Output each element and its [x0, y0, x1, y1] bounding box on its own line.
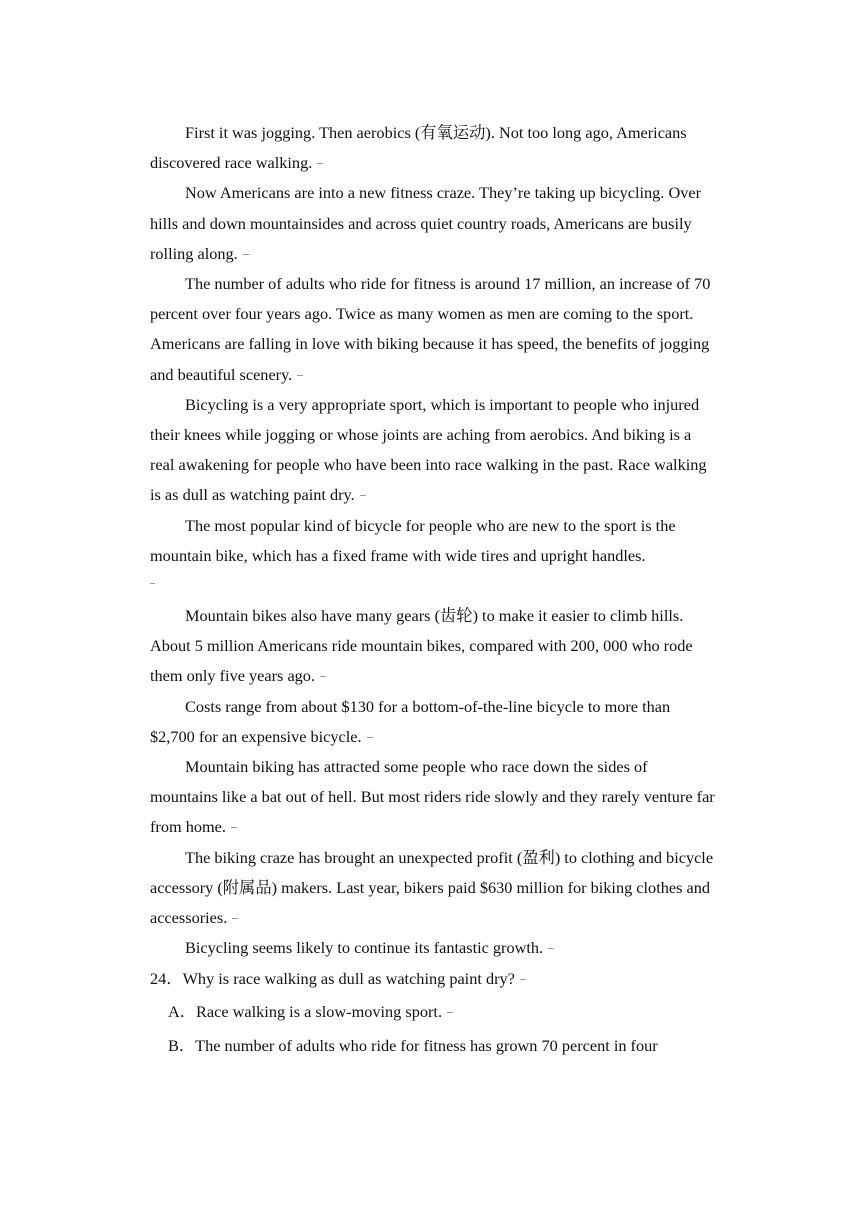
paragraph-8 [150, 752, 715, 843]
paragraph-7 [150, 692, 715, 752]
option-b-text: B．The number of adults who ride for fitness has grown 70 percent in four [168, 1036, 658, 1056]
paragraph-1-text: First it was jogging. Then aerobics (有氧运动). Not too long ago, Americans discovered race walking. [150, 123, 687, 173]
passage [150, 118, 715, 1063]
paragraph-6 [150, 601, 715, 692]
paragraph-mark [360, 495, 366, 496]
paragraph-10 [150, 933, 715, 963]
question-24 [150, 963, 715, 995]
paragraph-4 [150, 390, 715, 511]
option-a [150, 995, 715, 1029]
option-a-text: A．Race walking is a slow-moving sport. [168, 1002, 443, 1022]
paragraph-mark [320, 676, 326, 677]
paragraph-mark-line [150, 571, 715, 601]
paragraph-8-text: Mountain biking has attracted some people who race down the sides of mountains like a bat out of hell. But most riders ride slowly and they rarely venture far from home. [150, 757, 715, 837]
option-b [150, 1029, 715, 1063]
paragraph-9 [150, 843, 715, 934]
paragraph-mark [232, 918, 238, 919]
paragraph-7-text: Costs range from about $130 for a bottom-of-the-line bicycle to more than $2,700 for an expensive bicycle. [150, 696, 671, 746]
paragraph-4-text: Bicycling is a very appropriate sport, which is important to people who injured their knees while jogging or whose joints are aching from aerobics. And biking is a real awakening for people who have been into race walking in the past. Race walking is as dull as watching paint dry. [150, 394, 707, 505]
paragraph-mark [447, 1012, 453, 1013]
paragraph-1 [150, 118, 715, 178]
paragraph-5 [150, 511, 715, 571]
paragraph-mark [150, 583, 155, 584]
paragraph-6-text: Mountain bikes also have many gears (齿轮) to make it easier to climb hills. About 5 million Americans ride mountain bikes, compared with 200, 000 who rode them only five years ago. [150, 606, 693, 686]
paragraph-3-text: The number of adults who ride for fitness is around 17 million, an increase of 70 percent over four years ago. Twice as many women as men are coming to the sport. Americans are falling in love with biking because it has speed, the benefits of jogging and beautiful scenery. [150, 274, 711, 384]
paragraph-mark [548, 948, 554, 949]
paragraph-10-text: Bicycling seems likely to continue its fantastic growth. [185, 938, 544, 958]
paragraph-mark [367, 737, 373, 738]
paragraph-mark [243, 254, 249, 255]
paragraph-2 [150, 178, 715, 269]
paragraph-mark [297, 375, 303, 376]
paragraph-5-text: The most popular kind of bicycle for people who are new to the sport is the mountain bike, which has a fixed frame with wide tires and upright handles. [150, 515, 676, 565]
paragraph-3 [150, 269, 715, 390]
paragraph-mark [317, 163, 323, 164]
paragraph-mark [231, 827, 237, 828]
paragraph-mark [520, 979, 526, 980]
question-text: 24．Why is race walking as dull as watching paint dry? [150, 969, 515, 989]
paragraph-2-text: Now Americans are into a new fitness craze. They’re taking up bicycling. Over hills and down mountainsides and across quiet country roads, Americans are busily rolling along. [150, 183, 701, 263]
paragraph-9-text: The biking craze has brought an unexpected profit (盈利) to clothing and bicycle accessory (附属品) makers. Last year, bikers paid $630 million for biking clothes and accessories. [150, 847, 714, 928]
